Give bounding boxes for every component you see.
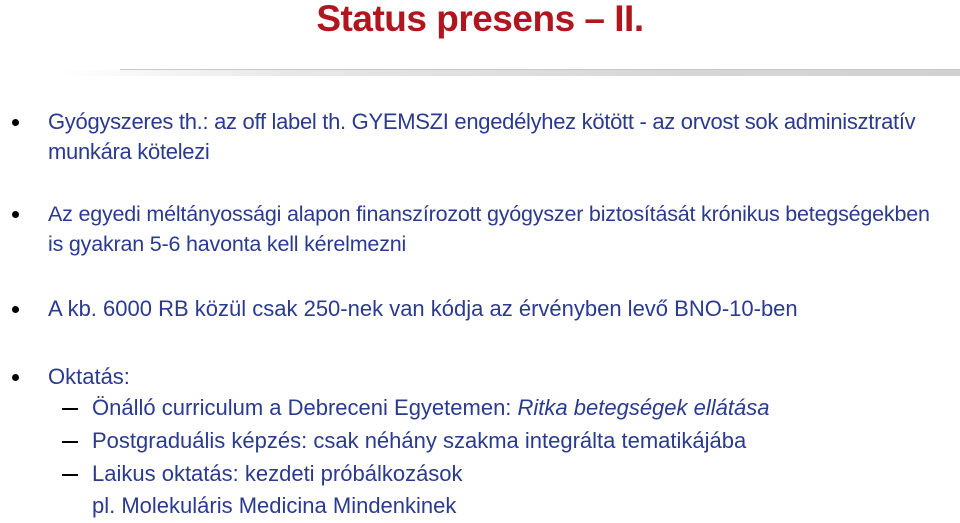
title-divider <box>60 70 960 76</box>
dash-bullet-icon <box>62 408 78 410</box>
bullet-text: Gyógyszeres th.: az off label th. GYEMSZI engedélyhez kötött - az orvost sok adminisztratív munkára kötelezi <box>48 109 916 164</box>
dash-bullet-icon <box>62 441 78 443</box>
sub-item-text: pl. Molekuláris Medicina Mindenkinek <box>92 493 457 518</box>
bullet-dot-icon <box>12 306 19 313</box>
sub-item-text <box>92 393 769 423</box>
bullet-dot-icon <box>12 374 19 381</box>
bullet-dot-icon <box>12 211 19 218</box>
title-divider-line <box>120 69 960 70</box>
sub-item-text: Postgraduális képzés: csak néhány szakma integrálta tematikájába <box>92 428 747 453</box>
bullet-text: Oktatás: <box>48 364 130 389</box>
dash-bullet-icon <box>62 474 78 476</box>
bullet-text: A kb. 6000 RB közül csak 250-nek van kódja az érvényben levő BNO-10-ben <box>48 296 798 321</box>
slide-title: Status presens – II. <box>316 0 644 39</box>
bullet-text: Az egyedi méltányossági alapon finanszírozott gyógyszer biztosítását krónikus betegségekben is gyakran 5-6 havonta kell kérelmezni <box>48 202 930 256</box>
sub-item-emphasis: Ritka betegségek ellátása <box>517 395 770 420</box>
bullet-dot-icon <box>12 119 19 126</box>
sub-item-text: Laikus oktatás: kezdeti próbálkozások <box>92 461 463 486</box>
sub-item-prefix: Önálló curriculum a Debreceni Egyetemen: <box>92 395 518 420</box>
